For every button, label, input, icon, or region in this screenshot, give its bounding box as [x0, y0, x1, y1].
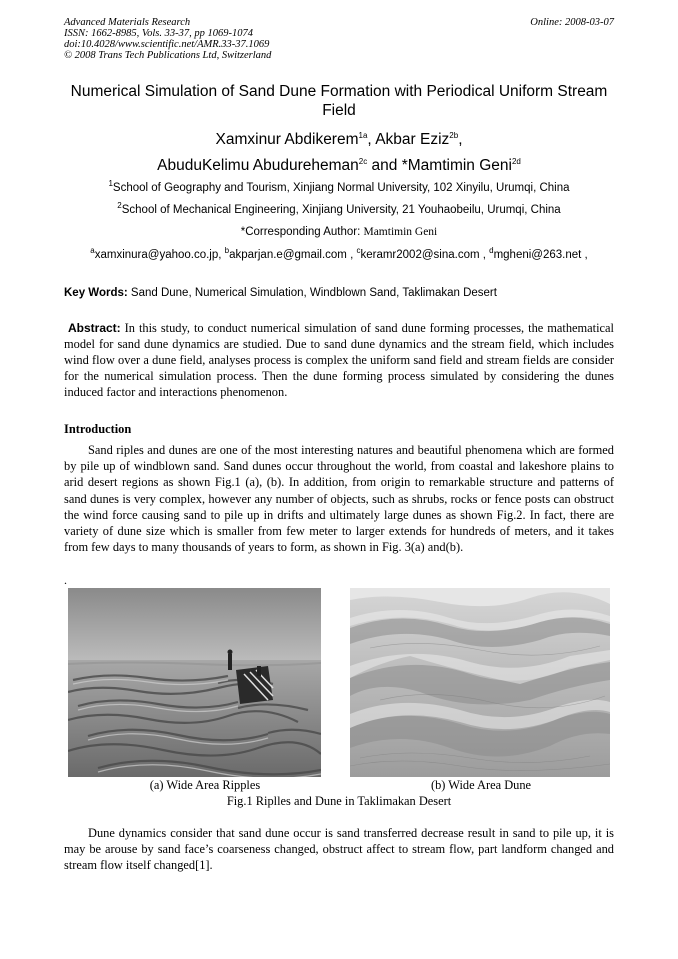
title-line-1: Numerical Simulation of Sand Dune Formation with Periodical Uniform Stream	[70, 83, 608, 100]
paper-title	[0, 82, 678, 120]
authors-line-2	[0, 156, 678, 176]
issn-line: ISSN: 1662-8985, Vols. 33-37, pp 1069-1074	[64, 28, 253, 39]
email-3-marker: c	[356, 246, 361, 256]
stray-period: .	[64, 573, 67, 587]
author-separator: ,	[458, 131, 463, 148]
affiliation-2	[0, 203, 678, 218]
affiliation-1-text: School of Geography and Tourism, Xinjiang Normal University, 102 Xinyilu, Urumqi, China	[112, 182, 570, 194]
author-3: AbuduKelimu Abudureheman	[157, 157, 359, 174]
author-4: *Mamtimin Geni	[401, 157, 512, 174]
author-2-affil: 2b	[449, 130, 459, 140]
corresponding-author	[0, 225, 678, 240]
email-1-marker: a	[90, 246, 95, 256]
email-2: akparjan.e@gmail.com ,	[229, 249, 357, 261]
journal-name: Advanced Materials Research	[64, 17, 191, 28]
author-2: Akbar Eziz	[375, 131, 450, 148]
figure-1b-image	[350, 588, 610, 777]
keywords-label: Key Words:	[64, 287, 128, 299]
introduction-heading: Introduction	[64, 422, 132, 436]
figure-1-caption: Fig.1 Riplles and Dune in Taklimakan Desert	[226, 794, 452, 808]
figure-1b-caption: (b) Wide Area Dune	[430, 778, 532, 792]
title-line-2: Field	[322, 102, 356, 119]
ripples-photo	[68, 588, 321, 777]
email-3: keramr2002@sina.com ,	[360, 249, 490, 261]
email-1: xamxinura@yahoo.co.jp,	[94, 249, 225, 261]
email-4-marker: d	[489, 246, 494, 256]
figure-1a-image	[68, 588, 321, 777]
author-4-affil: 2d	[511, 156, 521, 166]
abstract-text: In this study, to conduct numerical simulation of sand dune forming processes, the mathematical model for sand dune dynamics are studied. Due to sand dune dynamics and the stream field, which includes wind flow over a dune field, analyses process is complex the uniform sand field and stream fields are consider for the numerical simulation process. Then the dune forming process simulated by considering the dunes induced factor and interactions phenomenon.	[64, 321, 614, 399]
keywords-text: Sand Dune, Numerical Simulation, Windblown Sand, Taklimakan Desert	[127, 287, 497, 299]
affiliation-2-text: School of Mechanical Engineering, Xinjiang University, 21 Youhaobeilu, Urumqi, China	[121, 204, 561, 216]
corresponding-label: *Corresponding Author:	[240, 226, 364, 238]
affiliation-2-number: 2	[117, 201, 122, 211]
affiliation-1	[0, 181, 678, 196]
introduction-paragraph: Sand riples and dunes are one of the most interesting natures and beautiful phenomena which are formed by pile up of windblown sand. Sand dunes occur throughout the world, from coastal and lakeshore plains to arid desert regions as shown Fig.1 (a), (b). In addition, from origin to remarkable structure and patterns of sand dunes is very complex, however any number of objects, such as shrubs, rocks or fence posts can obstruct the wind force causing sand to pile up in drifts and ultimately large dunes as shown Fig.2. In fact, there are variety of dune size which is smaller from few meter to larger extends for hundreds of meters, and it takes from few days to many thousands of years to form, as shown in Fig. 3(a) and(b).	[64, 443, 614, 555]
keywords	[64, 286, 614, 301]
email-line	[0, 248, 678, 263]
abstract-label: Abstract:	[68, 321, 121, 335]
author-3-affil: 2c	[358, 156, 368, 166]
author-1: Xamxinur Abdikerem	[215, 131, 359, 148]
author-separator: ,	[367, 131, 376, 148]
author-conjunction: and	[367, 157, 402, 174]
doi-line: doi:10.4028/www.scientific.net/AMR.33-37.1069	[64, 39, 270, 50]
online-date: Online: 2008-03-07	[530, 17, 614, 28]
author-1-affil: 1a	[358, 130, 368, 140]
figure-1a-caption: (a) Wide Area Ripples	[149, 778, 261, 792]
abstract	[64, 320, 614, 400]
journal-header	[64, 17, 271, 61]
email-4: mgheni@263.net ,	[493, 249, 588, 261]
body-paragraph: Dune dynamics consider that sand dune occur is sand transferred decrease result in sand to pile up, it is may be arouse by sand face’s coarseness changed, obstruct affect to stream flow, part landform changed and stream flow itself changed[1].	[64, 826, 614, 873]
dunes-photo	[350, 588, 610, 777]
affiliation-1-number: 1	[108, 179, 113, 189]
copyright-line: © 2008 Trans Tech Publications Ltd, Switzerland	[64, 50, 272, 61]
authors-line-1	[0, 130, 678, 150]
email-2-marker: b	[224, 246, 230, 256]
corresponding-name: Mamtimin Geni	[363, 226, 438, 238]
